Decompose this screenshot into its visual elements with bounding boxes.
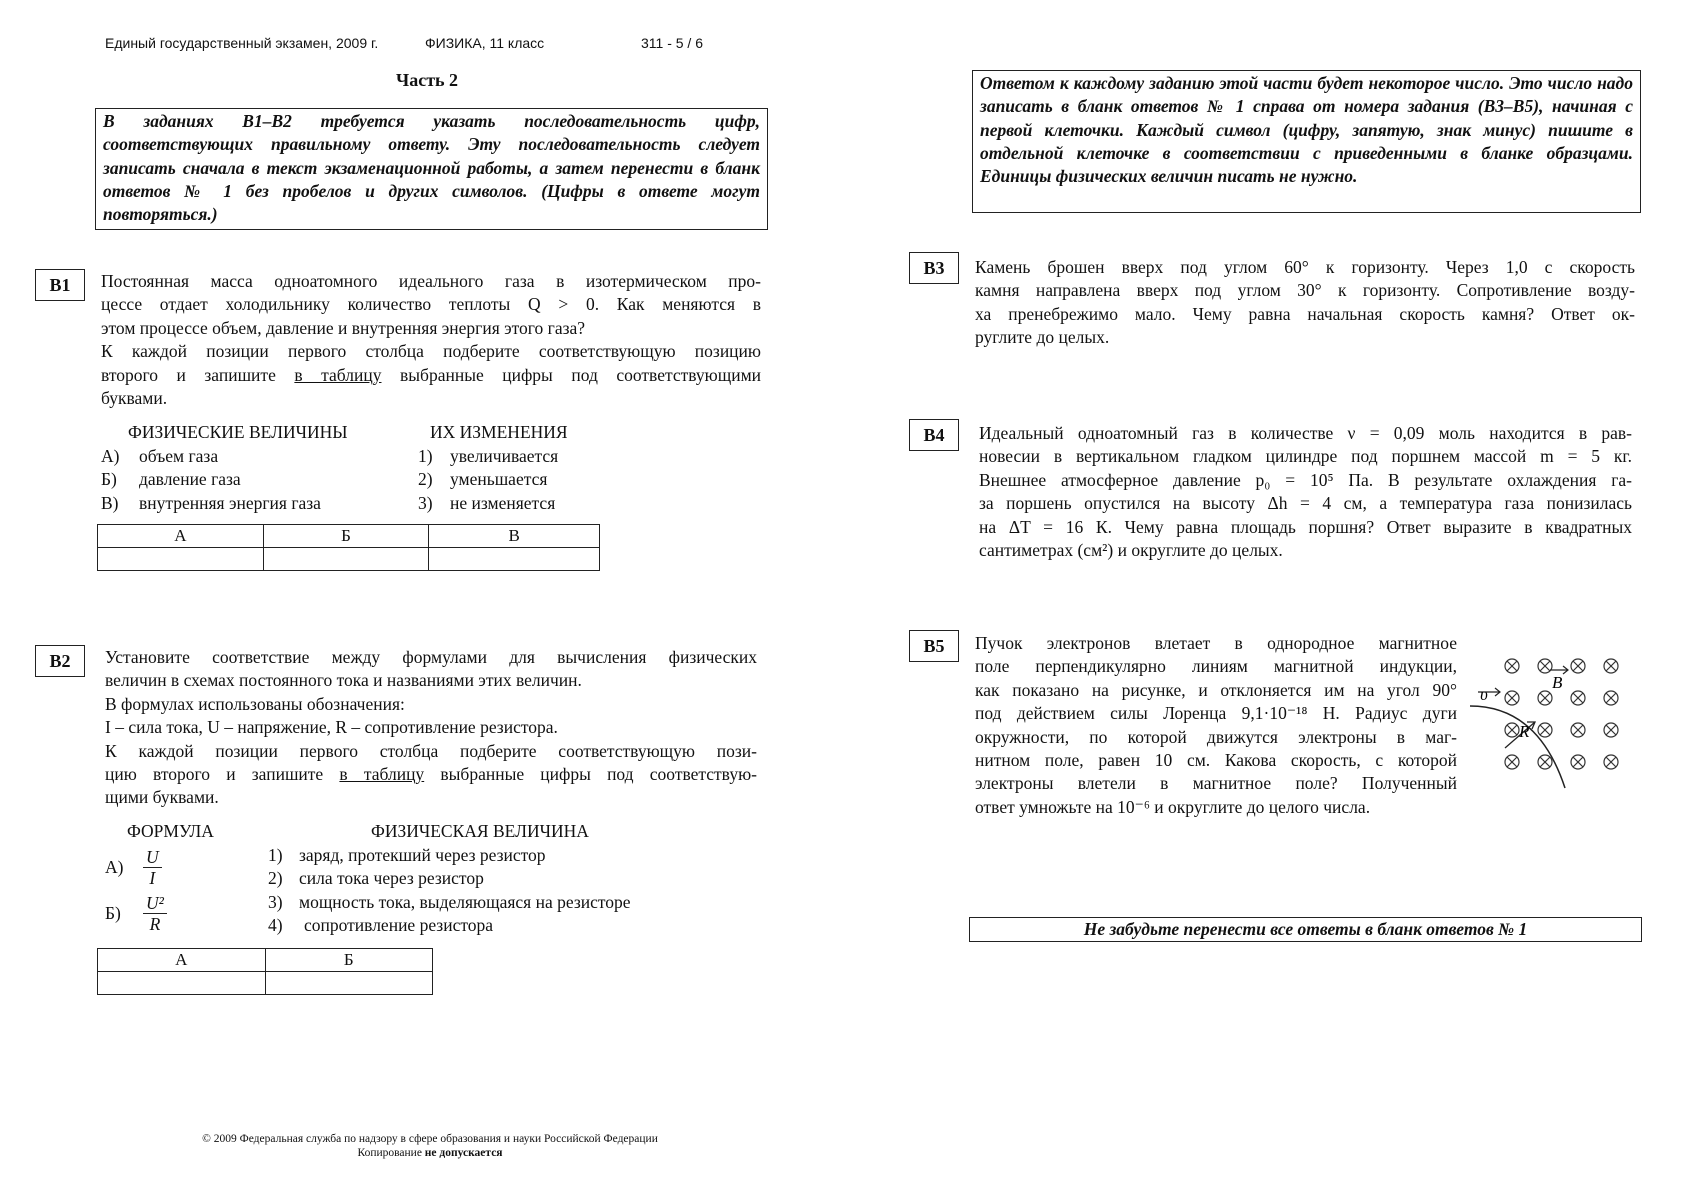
b5-line: как показано на рисунке, и отклоняется им на угол 90°	[975, 679, 1457, 700]
b2-line-mixed	[105, 763, 757, 786]
magnetic-field-figure	[1470, 648, 1630, 798]
b2-col2-item: 1) заряд, протекший через резистор	[268, 845, 546, 865]
b1-answer-cell-a[interactable]	[98, 548, 264, 571]
b3-line: руглите до целых.	[975, 327, 1110, 348]
b2-table-header-a: А	[98, 949, 266, 972]
b2-line: К каждой позиции первого столбца подберите соответствующую пози-	[105, 740, 757, 761]
b4-line: Внешнее атмосферное давление p₀ = 10⁵ Па. В результате охлаждения га-	[979, 469, 1632, 490]
task-b5-text	[975, 632, 1457, 819]
b2-text: цию второго и запишите	[105, 763, 324, 784]
field-label: B	[1552, 673, 1563, 692]
b3-line: камня направлена вверх под углом 30° к горизонту. Сопротивление возду-	[975, 280, 1635, 301]
b1-col2-item: 2) уменьшается	[418, 469, 548, 490]
b2-line: щими буквами.	[105, 787, 219, 808]
field-into-page-icon	[1505, 755, 1519, 769]
b1-table-header-c: В	[429, 525, 600, 548]
b1-line: этом процессе объем, давление и внутренняя энергия этого газа?	[101, 317, 586, 338]
b3-line: ха пренебрежимо мало. Чему равна начальная скорость камня? Ответ ок-	[975, 303, 1635, 324]
b1-text: выбранные цифры под соответствующими	[400, 364, 762, 385]
b1-col2-heading: ИХ ИЗМЕНЕНИЯ	[430, 422, 568, 442]
b1-text: второго и запишите	[101, 364, 276, 385]
b1-line: Постоянная масса одноатомного идеального газа в изотермическом про-	[101, 271, 761, 291]
task-b4-text	[979, 422, 1632, 562]
field-into-page-icon	[1571, 755, 1585, 769]
b2-answer-cell-a[interactable]	[98, 972, 266, 995]
header-exam: Единый государственный экзамен, 2009 г.	[105, 35, 379, 51]
b1-answer-cell-c[interactable]	[429, 548, 600, 571]
task-label-b5: В5	[909, 630, 959, 662]
footer-line2: Копирование не допускается	[357, 1147, 503, 1159]
b2-col2-item: 3) мощность тока, выделяющаяся на резисторе	[268, 891, 631, 912]
b5-line: под действием силы Лоренца 9,1·10⁻¹⁸ Н. Радиус дуги	[975, 703, 1457, 724]
b2-col2-item: 4) сопротивление резистора	[268, 915, 494, 936]
task-b1-text	[101, 270, 761, 410]
field-into-page-icon	[1505, 691, 1519, 705]
b1-col1-list	[101, 445, 321, 515]
field-into-page-icon	[1505, 723, 1519, 737]
task-b3-text	[975, 256, 1635, 350]
field-into-page-icon	[1538, 659, 1552, 673]
b5-line: нитном поле, равен 10 см. Какова скорость, с которой	[975, 749, 1457, 770]
field-into-page-icon	[1604, 755, 1618, 769]
b2-line: Установите соответствие между формулами для вычисления физических	[105, 647, 757, 667]
b2-line: В формулах использованы обозначения:	[105, 693, 405, 714]
b1-col1-item: В) внутренняя энергия газа	[101, 492, 321, 513]
field-into-page-icon	[1604, 723, 1618, 737]
b2-col2-list	[268, 844, 631, 938]
b1-line-mixed	[101, 364, 761, 387]
header-subject: ФИЗИКА, 11 класс	[425, 35, 545, 51]
field-into-page-icon	[1571, 691, 1585, 705]
b5-line: электроны влетели в магнитное поле? Полученный	[975, 773, 1457, 794]
b2-line: величин в схемах постоянного тока и названиями этих величин.	[105, 670, 582, 691]
field-into-page-icon	[1604, 659, 1618, 673]
b1-col1-item: Б) давление газа	[101, 469, 241, 490]
task-b2-text	[105, 646, 757, 810]
b5-line: ответ умножьте на 10⁻⁶ и округлите до целого числа.	[975, 796, 1371, 817]
b1-col2-list	[418, 445, 558, 515]
b4-line: новесии в вертикальном гладком цилиндре под поршнем массой m = 5 кг.	[979, 446, 1632, 467]
b2-text: выбранные цифры под соответствую-	[440, 763, 757, 784]
b2-formula-a: А) $\frac{U}{I}$	[105, 847, 162, 888]
field-into-page-icon	[1604, 691, 1618, 705]
b2-col1-heading: ФОРМУЛА	[127, 821, 214, 841]
footer-line1: © 2009 Федеральная служба по надзору в сфере образования и науки Российской Федерации	[202, 1133, 658, 1145]
b2-table-header-b: Б	[265, 949, 433, 972]
b1-col1-heading: ФИЗИЧЕСКИЕ ВЕЛИЧИНЫ	[128, 422, 348, 442]
task-label-b3: В3	[909, 252, 959, 284]
part-title: Часть 2	[396, 70, 459, 90]
b2-line: I – сила тока, U – напряжение, R – сопротивление резистора.	[105, 717, 558, 738]
b2-col2-item: 2) сила тока через резистор	[268, 868, 484, 889]
field-into-page-icon	[1538, 723, 1552, 737]
b1-table-header-a: А	[98, 525, 264, 548]
task-label-b4: В4	[909, 419, 959, 451]
b5-line: окружности, по которой движутся электроны в маг-	[975, 726, 1457, 747]
b5-line: Пучок электронов влетает в однородное магнитное	[975, 633, 1457, 653]
b1-line: К каждой позиции первого столбца подберите соответствующую позицию	[101, 341, 761, 362]
b1-answer-cell-b[interactable]	[263, 548, 429, 571]
b4-line: Идеальный одноатомный газ в количестве ν = 0,09 моль находится в рав-	[979, 423, 1632, 443]
b4-line: за поршень опустился на высоту Δh = 4 см, а температура газа понизилась	[979, 493, 1632, 514]
b2-table-link: в таблицу	[339, 763, 425, 784]
b4-line: на ΔT = 16 К. Чему равна площадь поршня? Ответ выразите в квадратных	[979, 516, 1632, 537]
field-into-page-icon	[1505, 659, 1519, 673]
task-label-b1: В1	[35, 269, 85, 301]
reminder-box: Не забудьте перенести все ответы в бланк ответов № 1	[969, 917, 1642, 942]
field-into-page-icon	[1538, 755, 1552, 769]
b2-answer-table	[97, 948, 433, 995]
b1-line: цессе отдает холодильнику количество теплоты Q > 0. Как меняются в	[101, 294, 761, 315]
instruction-box-right: Ответом к каждому заданию этой части будет некоторое число. Это число надо записать в бланк ответов № 1 справа от номера задания (В3–В5), начиная с первой клеточки. Каждый символ (цифру, запятую, знак минус) пишите в отдельной клеточке в соответствии с приведенными в бланке образцами. Единицы физических величин писать не нужно.	[972, 70, 1641, 213]
copyright-footer	[150, 1132, 710, 1160]
b1-col2-item: 1) увеличивается	[418, 446, 559, 466]
b5-line: поле перпендикулярно линиям магнитной индукции,	[975, 656, 1457, 677]
field-into-page-icon	[1571, 723, 1585, 737]
b2-answer-cell-b[interactable]	[265, 972, 433, 995]
b3-line: Камень брошен вверх под углом 60° к горизонту. Через 1,0 с скорость	[975, 257, 1635, 277]
b1-answer-table	[97, 524, 600, 571]
header-page-number: 311 - 5 / 6	[641, 35, 704, 51]
b1-col2-item: 3) не изменяется	[418, 492, 556, 513]
field-into-page-icon	[1538, 691, 1552, 705]
velocity-label: υ	[1480, 685, 1488, 704]
b2-col2-heading: ФИЗИЧЕСКАЯ ВЕЛИЧИНА	[371, 821, 589, 841]
b1-table-link: в таблицу	[294, 364, 382, 385]
b1-col1-item: А) объем газа	[101, 446, 219, 466]
b1-table-header-b: Б	[263, 525, 429, 548]
instruction-box-left: В заданиях В1–В2 требуется указать последовательность цифр, соответствующих правильному ответу. Эту последовательность следует записать сначала в текст экзаменационной работы, а затем перенести в бланк ответов № 1 без пробелов и других символов. (Цифры в ответе могут повторяться.)	[95, 108, 768, 230]
task-label-b2: В2	[35, 645, 85, 677]
radius-label: R	[1519, 722, 1530, 741]
b4-line: сантиметрах (см²) и округлите до целых.	[979, 539, 1283, 560]
field-into-page-icon	[1571, 659, 1585, 673]
b1-line: буквами.	[101, 387, 168, 408]
b2-formula-b: Б) $\frac{\text{U²}}{R}$	[105, 893, 167, 934]
electron-trajectory	[1470, 706, 1565, 788]
